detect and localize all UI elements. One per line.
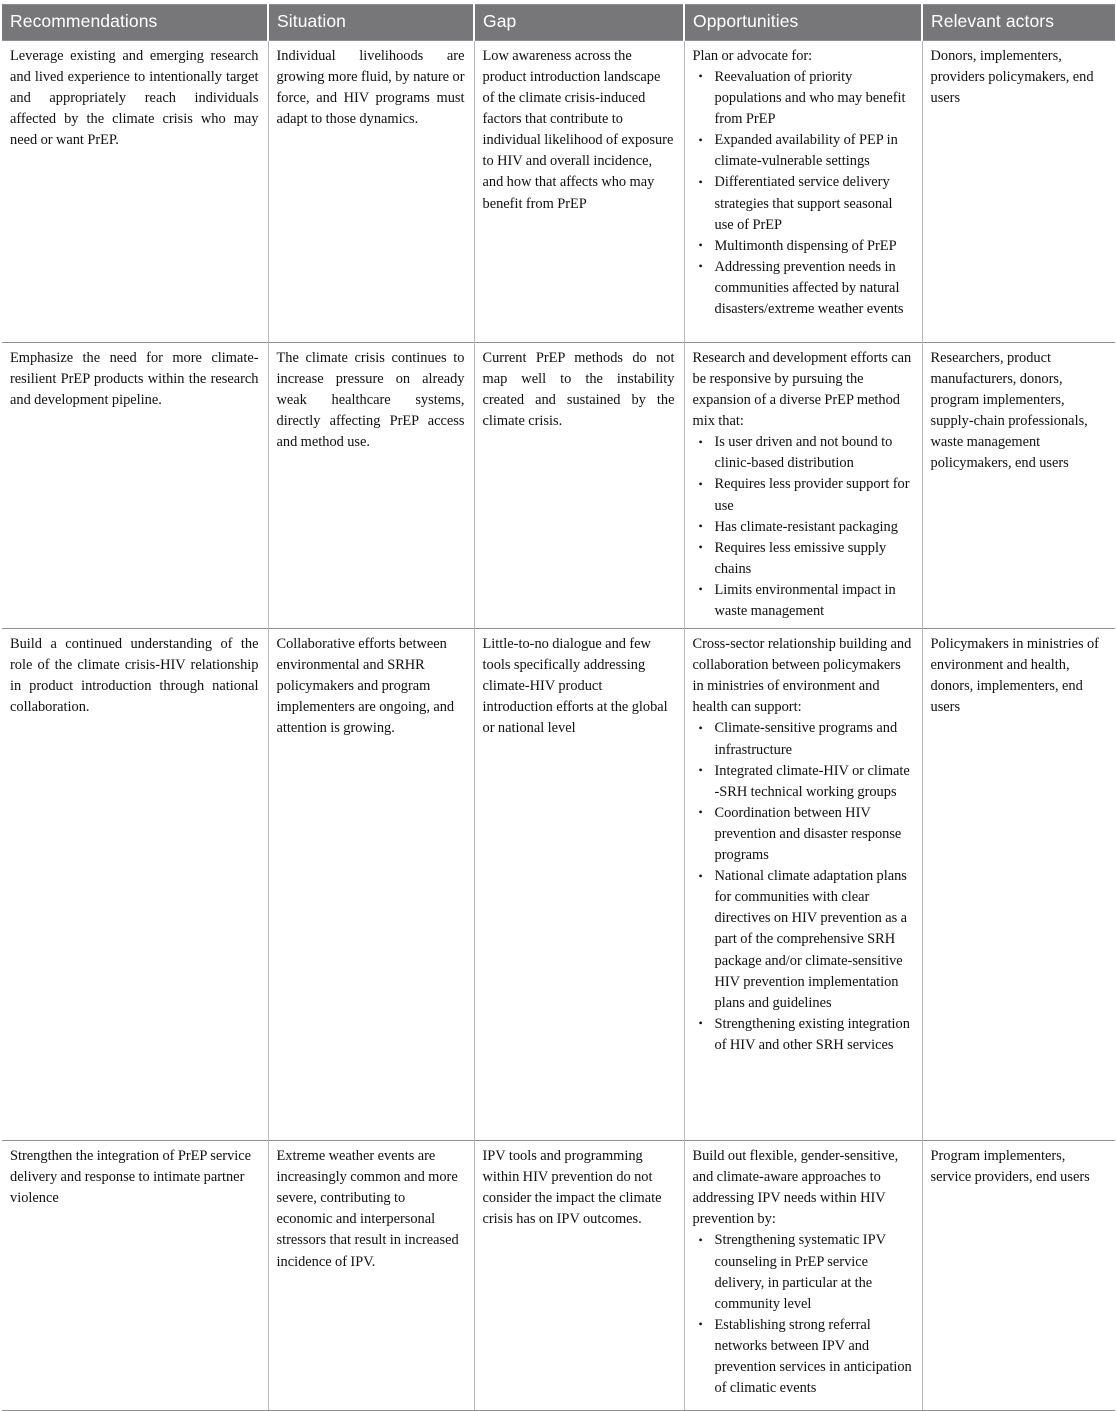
cell-situation [268,342,474,628]
recommendation-text: Build a continued understanding of the role of the climate crisis-HIV relationship in product introduction through national collaboration. [10,636,259,716]
bullet-item: • Expanded availability of PEP in climate-vulnerable settings [693,130,913,172]
relevant-actors-text: Policymakers in ministries of environment and health, donors, implementers, end users [930,636,1099,716]
opportunities-lead: Build out flexible, gender-sensitive, and climate-aware approaches to addressing IPV needs within HIV prevention by: [692,1148,899,1228]
cell-situation [268,1141,474,1411]
bullet-item: • Requires less emissive supply chains [693,538,913,580]
column-header-recommendations: Recommendations [2,5,268,41]
bullet-item: • Limits environmental impact in waste management [693,580,913,622]
bullet-item: • Requires less provider support for use [693,474,913,516]
opportunities-bullet-list [693,1230,913,1399]
opportunities-lead: Cross-sector relationship building and collaboration between policymakers in ministries of environment and health can support: [692,636,912,716]
table-row [2,40,1115,342]
bullet-item: • Climate-sensitive programs and infrastructure [693,718,913,760]
column-header-situation: Situation [268,5,474,41]
column-header-gap: Gap [474,5,684,41]
relevant-actors-text: Donors, implementers, providers policymakers, end users [930,47,1094,107]
cell-relevant-actors [922,629,1115,1141]
relevant-actors-text: Researchers, product manufacturers, donors, program implementers, supply-chain professionals, waste management policymakers, end users [930,349,1088,472]
bullet-item: • Strengthening existing integration of HIV and other SRH services [693,1014,913,1056]
cell-opportunities [684,629,922,1141]
opportunities-bullet-list [693,432,913,622]
recommendation-text: Leverage existing and emerging research and lived experience to intentionally target and appropriately reach individuals affected by the climate crisis who may need or want PrEP. [10,47,259,149]
opportunities-lead: Plan or advocate for: [692,47,813,64]
cell-gap [474,629,684,1141]
recommendation-text: Emphasize the need for more climate-resilient PrEP products within the research and development pipeline. [10,349,259,409]
recommendations-table [2,4,1115,1411]
gap-text: IPV tools and programming within HIV prevention do not consider the impact the climate crisis has on IPV outcomes. [482,1148,662,1228]
table-header-row [2,5,1115,41]
bullet-item: • Is user driven and not bound to clinic-based distribution [693,432,913,474]
bullet-item: • Strengthening systematic IPV counseling in PrEP service delivery, in particular at the community level [693,1230,913,1314]
cell-opportunities [684,1141,922,1411]
cell-recommendation [2,342,268,628]
bullet-item: • Has climate-resistant packaging [693,517,913,538]
cell-recommendation [2,40,268,342]
column-header-opportunities: Opportunities [684,5,922,41]
cell-recommendation [2,1141,268,1411]
bullet-item: • Integrated climate-HIV or climate -SRH technical working groups [693,761,913,803]
opportunities-bullet-list [693,718,913,1056]
opportunities-lead: Research and development efforts can be responsive by pursuing the expansion of a diverse PrEP method mix that: [692,349,912,430]
cell-relevant-actors [922,1141,1115,1411]
cell-relevant-actors [922,40,1115,342]
bullet-item: • Coordination between HIV prevention and disaster response programs [693,803,913,866]
gap-text: Low awareness across the product introduction landscape of the climate crisis-induced factors that contribute to individual likelihood of exposure to HIV and overall incidence, and how that affects who may benefit from PrEP [482,47,674,212]
situation-text: Individual livelihoods are growing more fluid, by nature or force, and HIV programs must adapt to those dynamics. [276,47,465,128]
table-header [2,5,1115,41]
table-row [2,629,1115,1141]
cell-recommendation [2,629,268,1141]
column-header-relevant-actors: Relevant actors [922,5,1115,41]
bullet-item: • Differentiated service delivery strategies that support seasonal use of PrEP [693,172,913,235]
cell-gap [474,1141,684,1411]
bullet-item: • Multimonth dispensing of PrEP [693,236,913,257]
bullet-item: • Reevaluation of priority populations and who may benefit from PrEP [693,67,913,130]
bullet-item: • Establishing strong referral networks between IPV and prevention services in anticipation of climatic events [693,1315,913,1399]
cell-relevant-actors [922,342,1115,628]
bullet-item: • National climate adaptation plans for communities with clear directives on HIV prevention as a part of the comprehensive SRH package and/or climate-sensitive HIV prevention implementation plans and guidelines [693,866,913,1014]
cell-gap [474,40,684,342]
relevant-actors-text: Program implementers, service providers, end users [930,1148,1090,1186]
cell-opportunities [684,342,922,628]
situation-text: Collaborative efforts between environmental and SRHR policymakers and program implementers are ongoing, and attention is growing. [276,636,455,737]
cell-opportunities [684,40,922,342]
cell-situation [268,629,474,1141]
bullet-item: • Addressing prevention needs in communities affected by natural disasters/extreme weather events [693,257,913,320]
gap-text: Little-to-no dialogue and few tools specifically addressing climate-HIV product introduction efforts at the global or national level [482,636,668,737]
situation-text: The climate crisis continues to increase pressure on already weak healthcare systems, directly affecting PrEP access and method use. [276,349,465,451]
cell-gap [474,342,684,628]
opportunities-bullet-list [693,67,913,320]
cell-situation [268,40,474,342]
situation-text: Extreme weather events are increasingly common and more severe, contributing to economic and interpersonal stressors that result in increased incidence of IPV. [276,1148,459,1270]
table-row [2,1141,1115,1411]
table-row [2,342,1115,628]
recommendation-text: Strengthen the integration of PrEP service delivery and response to intimate partner violence [10,1148,252,1207]
table-body [2,40,1115,1410]
gap-text: Current PrEP methods do not map well to the instability created and sustained by the climate crisis. [482,349,675,430]
